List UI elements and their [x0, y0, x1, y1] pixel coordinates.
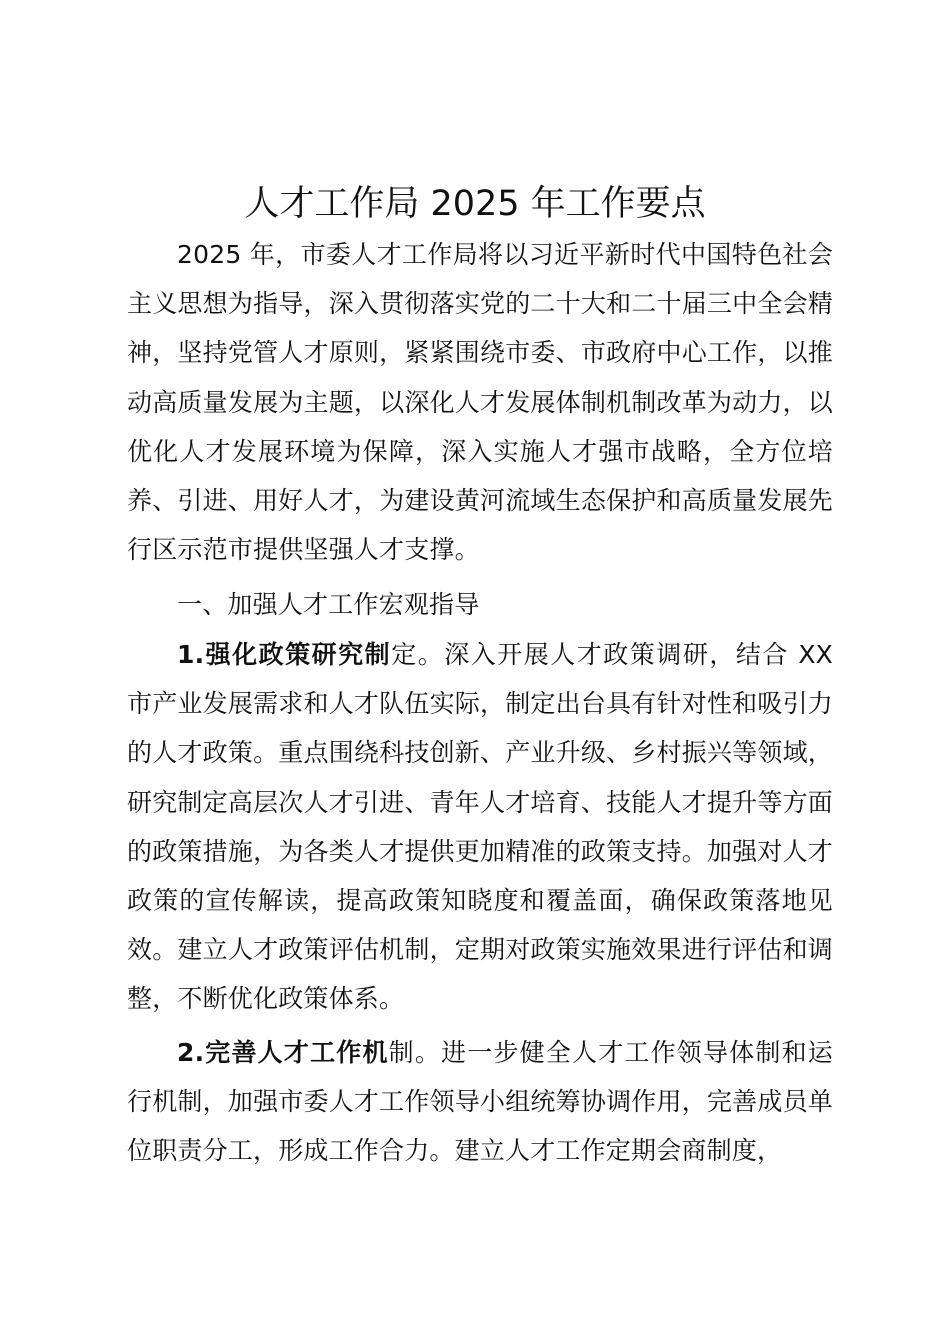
item-paragraph-1 — [127, 630, 833, 1024]
section-heading-1: 一、加强人才工作宏观指导 — [177, 590, 480, 619]
item-2-bold-lead: 2.完善人才工作机 — [177, 1038, 389, 1067]
intro-paragraph: 2025 年，市委人才工作局将以习近平新时代中国特色社会主义思想为指导，深入贯彻落实党的二十大和二十届三中全会精神，坚持党管人才原则，紧紧围绕市委、市政府中心工作，以推动高质量发展为主题，以深化人才发展体制机制改革为动力，以优化人才发展环境为保障，深入实施人才强市战略，全方位培养、引进、用好人才，为建设黄河流域生态保护和高质量发展先行区示范市提供坚强人才支撑。 — [127, 240, 833, 565]
item-paragraph-2 — [127, 1028, 833, 1176]
item-1-text: 定。深入开展人才政策调研，结合 XX 市产业发展需求和人才队伍实际，制定出台具有针对性和吸引力的人才政策。重点围绕科技创新、产业升级、乡村振兴等领域，研究制定高层次人才引进、青年人才培育、技能人才提升等方面的政策措施，为各类人才提供更加精准的政策支持。加强对人才政策的宣传解读，提高政策知晓度和覆盖面，确保政策落地见效。建立人才政策评估机制，定期对政策实施效果进行评估和调整，不断优化政策体系。 — [127, 640, 833, 1014]
document-title: 人才工作局 2025 年工作要点 — [244, 184, 706, 224]
item-1-bold-lead: 1.强化政策研究制 — [177, 640, 392, 669]
item-2-text: 制。进一步健全人才工作领导体制和运行机制，加强市委人才工作领导小组统筹协调作用，完善成员单位职责分工，形成工作合力。建立人才工作定期会商制度， — [127, 1038, 833, 1166]
